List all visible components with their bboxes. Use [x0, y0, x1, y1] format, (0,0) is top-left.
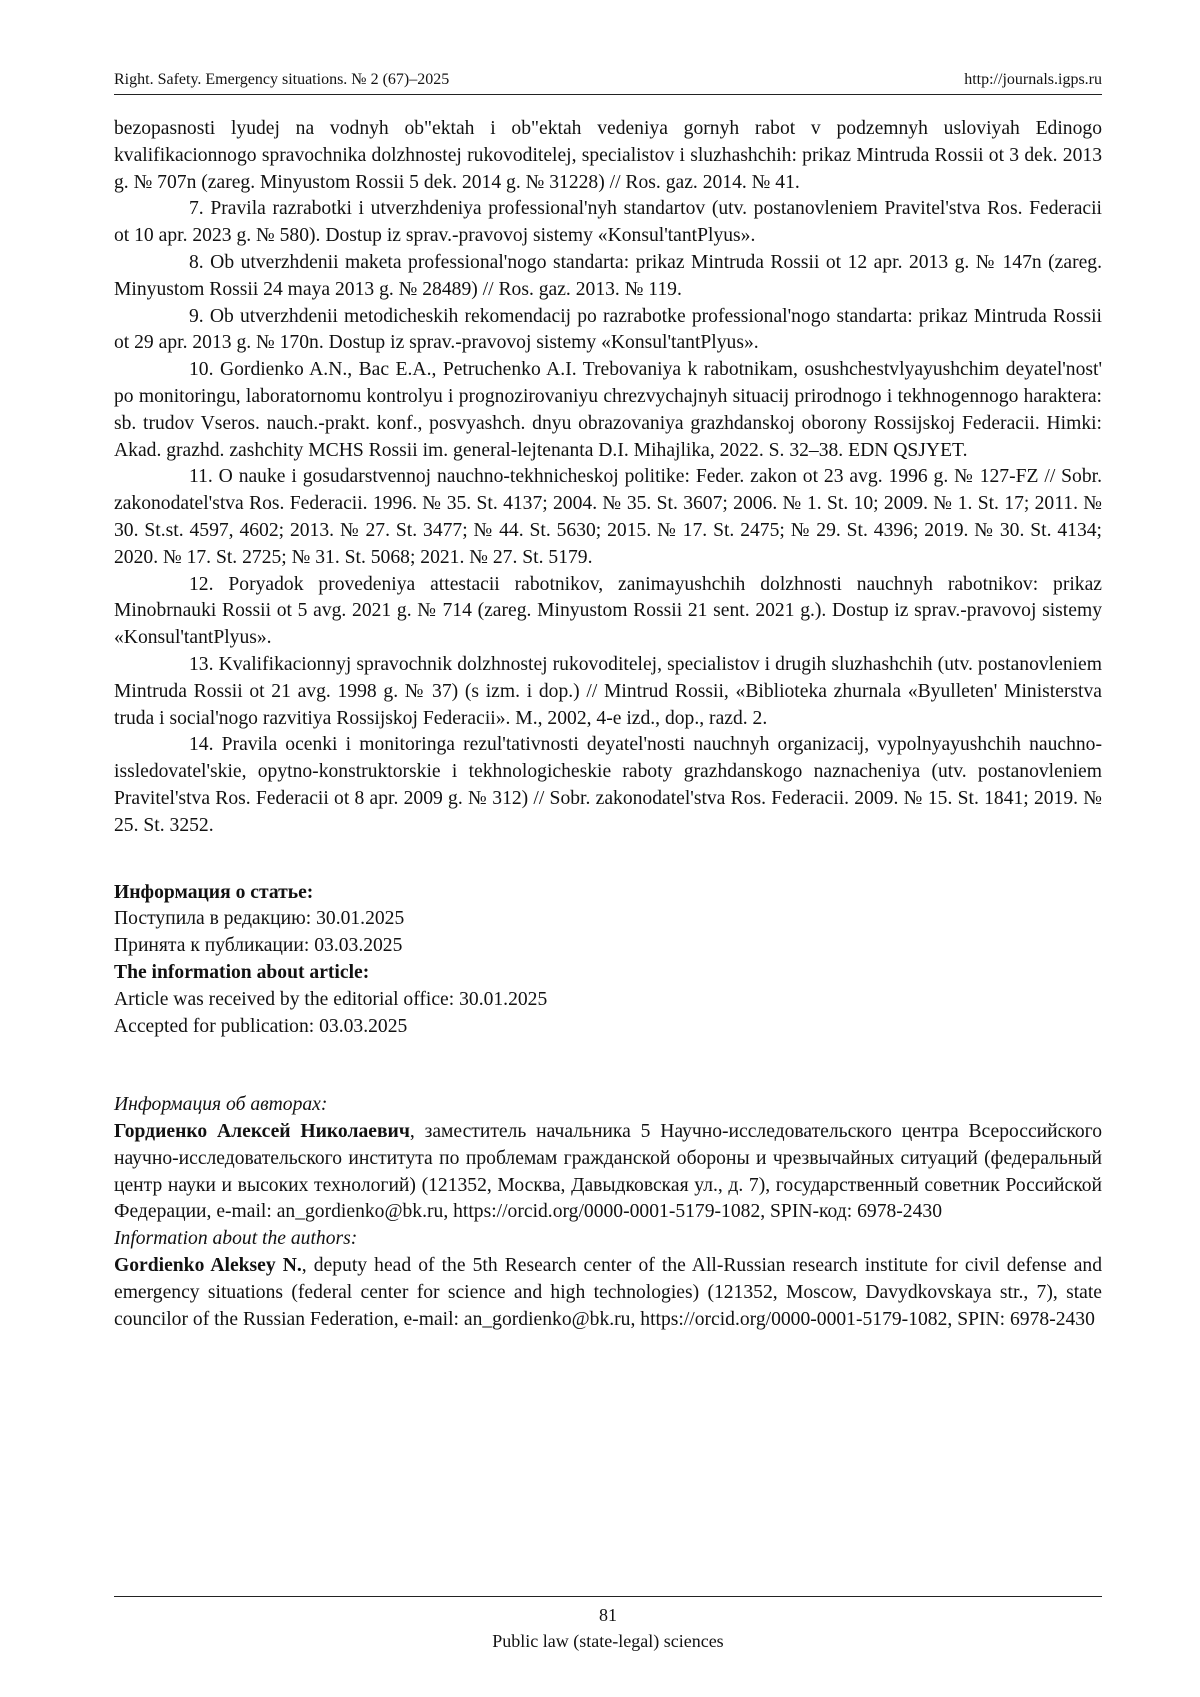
- running-header: [114, 70, 1102, 90]
- reference-text: Ob utverzhdenii metodicheskih rekomendacij po razrabotke professional'nogo standarta: prikaz Mintruda Rossii ot 29 apr. 2013 g. № 170n. Dostup iz sprav.-pravovoj sistemy «Konsul'tantPlyus».: [114, 305, 1102, 354]
- authors-block: [114, 1092, 1102, 1333]
- footer-section-title: Public law (state-legal) sciences: [492, 1631, 724, 1651]
- reference-number: 13.: [189, 653, 214, 675]
- page-number: 81: [599, 1605, 617, 1625]
- reference-text: Gordienko A.N., Bac E.A., Petruchenko A.I. Trebovaniya k rabotnikam, osushchestvlyayushchim deyatel'nost' po monitoringu, laboratornomu kontrolyu i prognozirovaniyu chrezvychajnyh situacij prirodnogo i tekhnogennogo haraktera: sb. trudov Vseros. nauch.-prakt. konf., posvyashch. dnyu obrazovaniya grazhdanskoj oborony Rossijskoj Federacii. Himki: Akad. grazhd. zashchity MCHS Rossii im. general-lejtenanta D.I. Mihajlika, 2022. S. 32–38. EDN QSJYET.: [114, 359, 1102, 461]
- reference-number: 12.: [189, 573, 214, 595]
- page-body: [114, 116, 1102, 1333]
- reference-number: 10.: [189, 359, 214, 381]
- reference-text: Pravila ocenki i monitoringa rezul'tativnosti deyatel'nosti nauchnyh organizacij, vypolnyayushchih nauchno-issledovatel'skie, opytno-konstruktorskie i tekhnologicheskie raboty grazhdanskogo naznacheniya (utv. postanovleniem Pravitel'stva Ros. Federacii ot 8 apr. 2009 g. № 312) // Sobr. zakonodatel'stva Ros. Federacii. 2009. № 15. St. 1841; 2019. № 25. St. 3252.: [114, 734, 1102, 836]
- authors-heading-ru: Информация об авторах:: [114, 1094, 328, 1116]
- author-entry-ru: [114, 1119, 1102, 1226]
- author-details-ru: , заместитель начальника 5 Научно-исследовательского центра Всероссийского научно-исследовательского института по проблемам гражданской обороны и чрезвычайных ситуаций (федеральный центр науки и высоких технологий) (121352, Москва, Давыдковская ул., д. 7), государственный советник Российской Федерации, e-mail: an_gordienko@bk.ru, https://orcid.org/0000-0001-5179-1082, SPIN-код: 6978-2430: [114, 1121, 1103, 1223]
- reference-item: [114, 572, 1102, 652]
- reference-number: 9.: [189, 305, 204, 327]
- received-date-ru: Поступила в редакцию: 30.01.2025: [114, 908, 405, 930]
- accepted-date-en: Accepted for publication: 03.03.2025: [114, 1015, 408, 1037]
- reference-item: [114, 732, 1102, 839]
- reference-number: 11.: [189, 466, 213, 488]
- author-details-en: , deputy head of the 5th Research center of the All-Russian research institute for civil defense and emergency situations (federal center for science and high technologies) (121352, Moscow, Davydkovskaya str., 7), state councilor of the Russian Federation, e-mail: an_gordienko@bk.ru, https://orcid.org/0000-0001-5179-1082, SPIN: 6978-2430: [114, 1255, 1102, 1330]
- journal-page: [114, 0, 1102, 1697]
- journal-url[interactable]: http://journals.igps.ru: [964, 71, 1102, 88]
- accepted-date-ru: Принята к публикации: 03.03.2025: [114, 935, 403, 957]
- reference-text: Ob utverzhdenii maketa professional'nogo standarta: prikaz Mintruda Rossii ot 12 apr. 2013 g. № 147n (zareg. Minyustom Rossii 24 maya 2013 g. № 28489) // Ros. gaz. 2013. № 119.: [114, 251, 1102, 300]
- author-name-ru: Гордиенко Алексей Николаевич: [114, 1121, 410, 1143]
- article-info-heading-ru: Информация о статье:: [114, 881, 314, 903]
- reference-item: [114, 464, 1102, 571]
- reference-number: 14.: [189, 734, 214, 756]
- authors-heading-en: Information about the authors:: [114, 1228, 358, 1250]
- reference-item: [114, 250, 1102, 304]
- reference-continuation: bezopasnosti lyudej na vodnyh ob"ektah i ob"ektah vedeniya gornyh rabot v podzemnyh usloviyah Edinogo kvalifikacionnogo spravochnika dolzhnostej rukovoditelej, specialistov i sluzhashchih: prikaz Mintruda Rossii ot 3 dek. 2013 g. № 707n (zareg. Minyustom Rossii 5 dek. 2014 g. № 31228) // Ros. gaz. 2014. № 41.: [114, 118, 1102, 193]
- author-entry-en: [114, 1253, 1102, 1333]
- reference-number: 7.: [189, 198, 204, 220]
- reference-text: Pravila razrabotki i utverzhdeniya professional'nyh standartov (utv. postanovleniem Pravitel'stva Ros. Federacii ot 10 apr. 2023 g. № 580). Dostup iz sprav.-pravovoj sistemy «Konsul'tantPlyus».: [114, 198, 1102, 247]
- references-list: [114, 116, 1102, 840]
- reference-text: Kvalifikacionnyj spravochnik dolzhnostej rukovoditelej, specialistov i drugih sluzhashchih (utv. postanovleniem Mintruda Rossii ot 21 avg. 1998 g. № 37) (s izm. i dop.) // Mintrud Rossii, «Biblioteka zhurnala «Byulleten' Ministerstva truda i social'nogo razvitiya Rossijskoj Federacii». M., 2002, 4-e izd., dop., razd. 2.: [114, 653, 1102, 729]
- footer-divider: [114, 1596, 1102, 1597]
- reference-item: [114, 652, 1102, 732]
- reference-item: [114, 304, 1102, 358]
- article-info-heading-en: The information about article:: [114, 961, 370, 983]
- reference-text: Poryadok provedeniya attestacii rabotnikov, zanimayushchih dolzhnosti nauchnyh rabotnikov: prikaz Minobrnauki Rossii ot 5 avg. 2021 g. № 714 (zareg. Minyustom Rossii 21 sent. 2021 g.). Dostup iz sprav.-pravovoj sistemy «Konsul'tantPlyus».: [114, 573, 1102, 649]
- author-name-en: Gordienko Aleksey N.: [114, 1255, 302, 1277]
- reference-text: O nauke i gosudarstvennoj nauchno-tekhnicheskoj politike: Feder. zakon ot 23 avg. 1996 g. № 127-FZ // Sobr. zakonodatel'stva Ros. Federacii. 1996. № 35. St. 4137; 2004. № 35. St. 3607; 2006. № 1. St. 10; 2009. № 1. St. 17; 2011. № 30. St.st. 4597, 4602; 2013. № 27. St. 3477; № 44. St. 5630; 2015. № 17. St. 2475; № 29. St. 4396; 2019. № 30. St. 4134; 2020. № 17. St. 2725; № 31. St. 5068; 2021. № 27. St. 5179.: [114, 466, 1102, 568]
- journal-title: Right. Safety. Emergency situations. № 2 (67)–2025: [114, 71, 450, 88]
- received-date-en: Article was received by the editorial office: 30.01.2025: [114, 988, 548, 1010]
- reference-number: 8.: [189, 251, 204, 273]
- reference-item: [114, 196, 1102, 250]
- header-divider: [114, 94, 1102, 95]
- reference-item: [114, 357, 1102, 464]
- article-info-block: [114, 880, 1102, 1041]
